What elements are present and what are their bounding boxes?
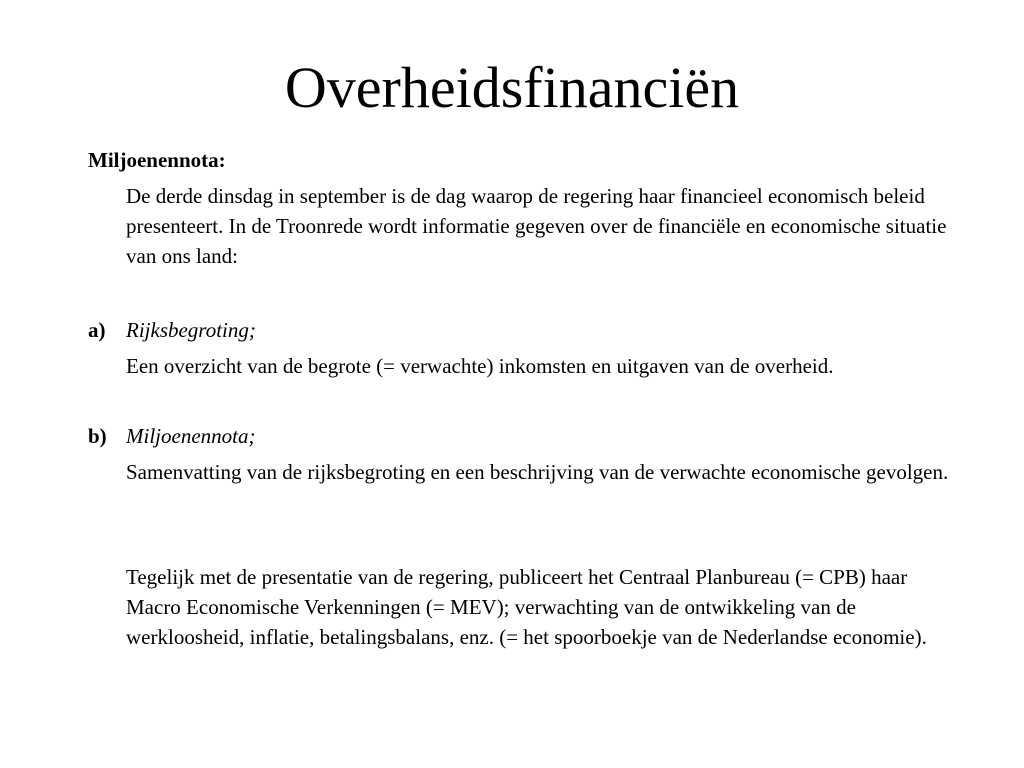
intro-paragraph: De derde dinsdag in september is de dag waarop de regering haar financieel economisch beleid presenteert. In de Troonrede wordt informatie gegeven over de financiële en economische situatie van ons land: [126,184,947,268]
section-heading: Miljoenennota: [88,148,226,172]
item-marker-a: a) [88,318,106,342]
item-description-miljoenennota: Samenvatting van de rijksbegroting en een beschrijving van de verwachte economische gevolgen. [126,460,949,484]
closing-paragraph: Tegelijk met de presentatie van de regering, publiceert het Centraal Planbureau (= CPB) haar Macro Economische Verkenningen (= MEV); verwachting van de ontwikkeling van de werkloosheid, inflatie, betalingsbalans, enz. (= het spoorboekje van de Nederlandse economie). [126,565,927,649]
item-term-miljoenennota: Miljoenennota; [126,424,256,448]
slide-title: Overheidsfinanciën [284,55,740,120]
item-description-rijksbegroting: Een overzicht van de begrote (= verwachte) inkomsten en uitgaven van de overheid. [126,354,834,378]
item-term-rijksbegroting: Rijksbegroting; [126,318,256,342]
item-marker-b: b) [88,424,107,448]
